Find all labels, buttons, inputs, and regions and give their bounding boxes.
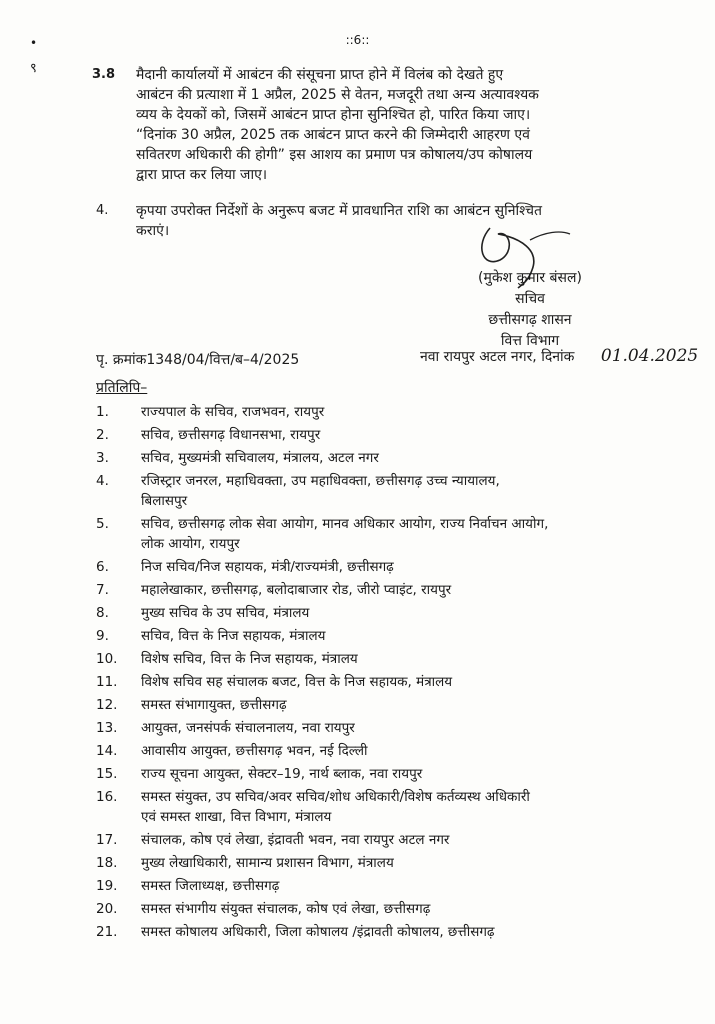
cc-list-item	[96, 830, 616, 850]
cc-item-text: समस्त कोषालय अधिकारी, जिला कोषालय /इंद्रावती कोषालय, छत्तीसगढ़	[141, 924, 495, 940]
cc-item-number: 1.	[96, 404, 109, 420]
cc-item-text: आयुक्त, जनसंपर्क संचालनालय, नवा रायपुर	[141, 720, 355, 736]
cc-list-item	[96, 649, 616, 669]
cc-list-item	[96, 672, 616, 692]
paragraph-line: द्वारा प्राप्त कर लिया जाए।	[136, 167, 268, 183]
cc-list-item	[96, 922, 616, 942]
cc-item-number: 14.	[96, 743, 118, 759]
cc-item-text: समस्त संयुक्त, उप सचिव/अवर सचिव/शोध अधिकारी/विशेष कर्तव्यस्थ अधिकारी	[141, 789, 530, 805]
cc-item-number: 16.	[96, 789, 118, 805]
cc-list-item	[96, 448, 616, 468]
handwritten-date: 01.04.2025	[600, 346, 699, 366]
signature-block	[430, 268, 630, 352]
cc-item-text: निज सचिव/निज सहायक, मंत्री/राज्यमंत्री, छत्तीसगढ़	[141, 559, 394, 575]
cc-item-text: संचालक, कोष एवं लेखा, इंद्रावती भवन, नवा रायपुर अटल नगर	[141, 832, 450, 848]
page-number: ::6::	[345, 33, 370, 47]
cc-item-text: बिलासपुर	[141, 493, 188, 509]
reference-number: पृ. क्रमांक1348/04/वित्त/ब–4/2025	[96, 352, 300, 368]
cc-list-item	[96, 741, 616, 761]
cc-list-item	[96, 626, 616, 646]
signatory-government: छत्तीसगढ़ शासन	[488, 312, 572, 328]
cc-item-number: 11.	[96, 674, 118, 690]
cc-item-text: विशेष सचिव सह संचालक बजट, वित्त के निज सहायक, मंत्रालय	[141, 674, 453, 690]
cc-item-number: 8.	[96, 605, 109, 621]
cc-list-item	[96, 853, 616, 873]
margin-mark: ९	[30, 61, 37, 76]
cc-list-item	[96, 557, 616, 577]
cc-item-text: सचिव, वित्त के निज सहायक, मंत्रालय	[141, 628, 326, 644]
paragraph-3-8	[92, 65, 611, 185]
paragraph-line: मैदानी कार्यालयों में आबंटन की संसूचना प्राप्त होने में विलंब को देखते हुए	[136, 67, 504, 83]
cc-item-number: 10.	[96, 651, 118, 667]
paragraph-line: कृपया उपरोक्त निर्देशों के अनुरूप बजट में प्रावधानित राशि का आबंटन सुनिश्चित	[136, 203, 542, 219]
paragraph-line: व्यय के देयकों को, जिसमें आबंटन प्राप्त होना सुनिश्चित हो, पारित किया जाए।	[136, 107, 531, 123]
paragraph-line: कराएं।	[136, 223, 170, 239]
cc-list-item	[96, 514, 616, 554]
cc-item-text: महालेखाकार, छत्तीसगढ़, बलोदाबाजार रोड, जीरो प्वाइंट, रायपुर	[141, 582, 452, 598]
cc-title: प्रतिलिपि–	[96, 380, 148, 396]
cc-item-text: विशेष सचिव, वित्त के निज सहायक, मंत्रालय	[141, 651, 358, 667]
paragraph-number: 3.8	[92, 67, 116, 82]
cc-item-text: समस्त जिलाध्यक्ष, छत्तीसगढ़	[141, 878, 280, 894]
cc-list-item	[96, 402, 616, 422]
paragraph-line: “दिनांक 30 अप्रैल, 2025 तक आबंटन प्राप्त करने की जिम्मेदारी आहरण एवं	[136, 127, 530, 143]
cc-item-number: 18.	[96, 855, 118, 871]
signatory-department: वित्त विभाग	[500, 333, 560, 349]
cc-list-item	[96, 787, 616, 827]
cc-item-number: 12.	[96, 697, 118, 713]
cc-item-text: सचिव, छत्तीसगढ़ लोक सेवा आयोग, मानव अधिकार आयोग, राज्य निर्वाचन आयोग,	[141, 516, 549, 532]
cc-list-item	[96, 471, 616, 511]
cc-item-number: 5.	[96, 516, 109, 532]
cc-list-item	[96, 876, 616, 896]
cc-item-number: 3.	[96, 450, 109, 466]
paragraph-line: सवितरण अधिकारी की होगी” इस आशय का प्रमाण पत्र कोषालय/उप कोषालय	[136, 147, 533, 163]
place-date-line	[420, 346, 698, 366]
cc-item-number: 15.	[96, 766, 118, 782]
cc-item-text: मुख्य सचिव के उप सचिव, मंत्रालय	[141, 605, 310, 621]
cc-item-text: मुख्य लेखाधिकारी, सामान्य प्रशासन विभाग, मंत्रालय	[141, 855, 394, 871]
cc-item-text: राज्य सूचना आयुक्त, सेक्टर–19, नार्थ ब्लाक, नवा रायपुर	[141, 766, 423, 782]
cc-item-number: 7.	[96, 582, 109, 598]
cc-list	[96, 402, 616, 945]
cc-list-item	[96, 899, 616, 919]
cc-list-item	[96, 425, 616, 445]
cc-list-item	[96, 764, 616, 784]
cc-item-text: सचिव, छत्तीसगढ़ विधानसभा, रायपुर	[141, 427, 321, 443]
cc-item-number: 17.	[96, 832, 118, 848]
place-date-label: नवा रायपुर अटल नगर, दिनांक	[420, 349, 575, 365]
cc-item-number: 4.	[96, 473, 109, 489]
cc-list-item	[96, 603, 616, 623]
cc-item-number: 2.	[96, 427, 109, 443]
cc-item-text: एवं समस्त शाखा, वित्त विभाग, मंत्रालय	[141, 809, 332, 825]
cc-item-number: 6.	[96, 559, 109, 575]
paragraph-line: आबंटन की प्रत्याशा में 1 अप्रैल, 2025 से वेतन, मजदूरी तथा अन्य अत्यावश्यक	[136, 87, 539, 103]
cc-item-text: सचिव, मुख्यमंत्री सचिवालय, मंत्रालय, अटल नगर	[141, 450, 379, 466]
cc-item-number: 13.	[96, 720, 118, 736]
cc-item-number: 20.	[96, 901, 118, 917]
cc-item-text: समस्त संभागायुक्त, छत्तीसगढ़	[141, 697, 287, 713]
cc-list-item	[96, 718, 616, 738]
cc-list-item	[96, 695, 616, 715]
cc-item-text: राज्यपाल के सचिव, राजभवन, रायपुर	[141, 404, 325, 420]
paragraph-number: 4.	[96, 203, 109, 218]
signatory-name: (मुकेश कुमार बंसल)	[478, 270, 582, 286]
cc-item-number: 21.	[96, 924, 118, 940]
margin-mark: •	[30, 36, 38, 50]
cc-item-text: समस्त संभागीय संयुक्त संचालक, कोष एवं लेखा, छत्तीसगढ़	[141, 901, 431, 917]
cc-list-item	[96, 580, 616, 600]
cc-item-number: 19.	[96, 878, 118, 894]
cc-item-text: रजिस्ट्रार जनरल, महाधिवक्ता, उप महाधिवक्ता, छत्तीसगढ़ उच्च न्यायालय,	[141, 473, 500, 489]
signatory-designation: सचिव	[515, 291, 545, 307]
cc-item-text: लोक आयोग, रायपुर	[141, 536, 240, 552]
cc-item-text: आवासीय आयुक्त, छत्तीसगढ़ भवन, नई दिल्ली	[141, 743, 368, 759]
cc-item-number: 9.	[96, 628, 109, 644]
